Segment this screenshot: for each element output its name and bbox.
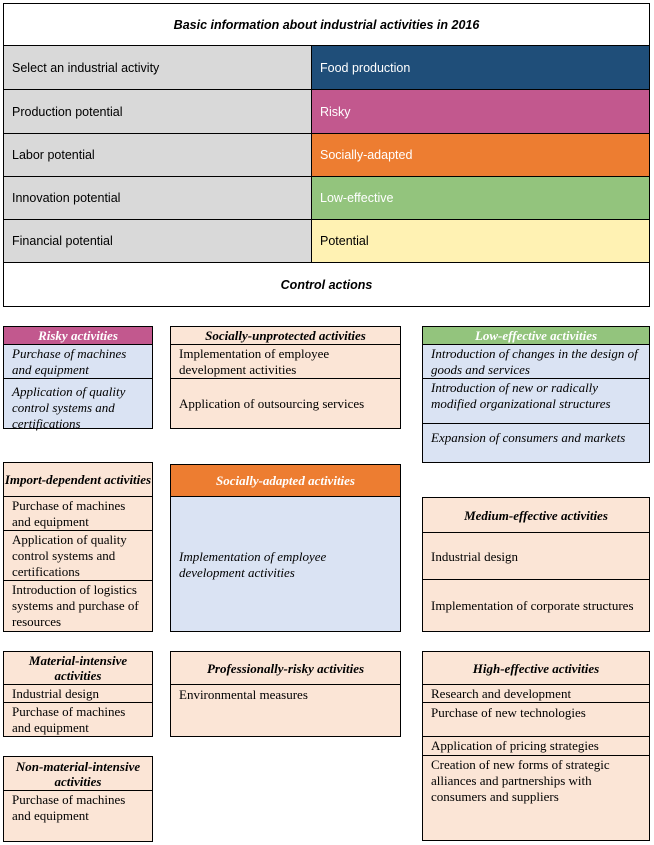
info-value-production: Risky xyxy=(312,90,649,133)
list-item: Creation of new forms of strategic alliances and partnerships with consumers and suppliers xyxy=(431,757,610,804)
risky-activities-box xyxy=(3,326,153,429)
high-effective-box xyxy=(422,651,650,841)
non-material-intensive-box xyxy=(3,756,153,842)
list-item: Application of quality control systems and certifications xyxy=(4,531,152,581)
list-item: Introduction of new or radically modified organizational structures xyxy=(423,379,649,424)
info-label: Labor potential xyxy=(4,134,312,176)
info-row-labor xyxy=(3,134,650,177)
low-effective-box xyxy=(422,326,650,463)
medium-effective-box xyxy=(422,497,650,632)
control-actions-heading: Control actions xyxy=(3,263,650,307)
info-label: Financial potential xyxy=(4,220,312,262)
professionally-risky-box xyxy=(170,651,401,737)
list-item: Implementation of employee development activities xyxy=(171,345,400,379)
box-title: Socially-unprotected activities xyxy=(171,327,400,345)
list-item: Purchase of machines and equipment xyxy=(4,345,152,379)
info-value-labor: Socially-adapted xyxy=(312,134,649,176)
list-item: Environmental measures xyxy=(179,687,308,702)
socially-adapted-box xyxy=(170,464,401,632)
list-item: Purchase of new technologies xyxy=(423,703,649,737)
list-item: Application of pricing strategies xyxy=(423,737,649,756)
list-item: Application of outsourcing services xyxy=(179,396,365,411)
info-row-production xyxy=(3,90,650,134)
info-label: Select an industrial activity xyxy=(4,46,312,89)
info-row-financial xyxy=(3,220,650,263)
box-title: Socially-adapted activities xyxy=(171,465,400,497)
box-title: Medium-effective activities xyxy=(423,498,649,533)
list-item: Introduction of changes in the design of goods and services xyxy=(423,345,649,379)
info-label: Innovation potential xyxy=(4,177,312,219)
socially-unprotected-box xyxy=(170,326,401,429)
list-item: Implementation of employee development activities xyxy=(179,548,327,580)
box-title: Non-material-intensive activities xyxy=(4,757,152,791)
list-item: Industrial design xyxy=(4,685,152,703)
list-item: Application of quality control systems and certifications xyxy=(12,384,126,431)
info-label: Production potential xyxy=(4,90,312,133)
box-title: Import-dependent activities xyxy=(4,463,152,497)
list-item: Purchase of machines and equipment xyxy=(12,704,126,735)
info-value-innovation: Low-effective xyxy=(312,177,649,219)
info-value-financial: Potential xyxy=(312,220,649,262)
list-item: Introduction of logistics systems and purchase of resources xyxy=(12,582,139,629)
list-item: Expansion of consumers and markets xyxy=(431,430,626,445)
list-item: Industrial design xyxy=(423,533,649,580)
import-dependent-box xyxy=(3,462,153,632)
info-row-innovation xyxy=(3,177,650,220)
box-title: Professionally-risky activities xyxy=(171,652,400,685)
material-intensive-box xyxy=(3,651,153,737)
box-title: Low-effective activities xyxy=(423,327,649,345)
info-row-activity xyxy=(3,46,650,90)
list-item: Purchase of machines and equipment xyxy=(4,497,152,531)
box-title: Material-intensive activities xyxy=(4,652,152,685)
info-value-activity: Food production xyxy=(312,46,649,89)
list-item: Implementation of corporate structures xyxy=(431,598,634,613)
list-item: Research and development xyxy=(423,685,649,703)
list-item: Purchase of machines and equipment xyxy=(12,792,126,823)
box-title: Risky activities xyxy=(4,327,152,345)
table-title: Basic information about industrial activities in 2016 xyxy=(3,3,650,46)
box-title: High-effective activities xyxy=(423,652,649,685)
